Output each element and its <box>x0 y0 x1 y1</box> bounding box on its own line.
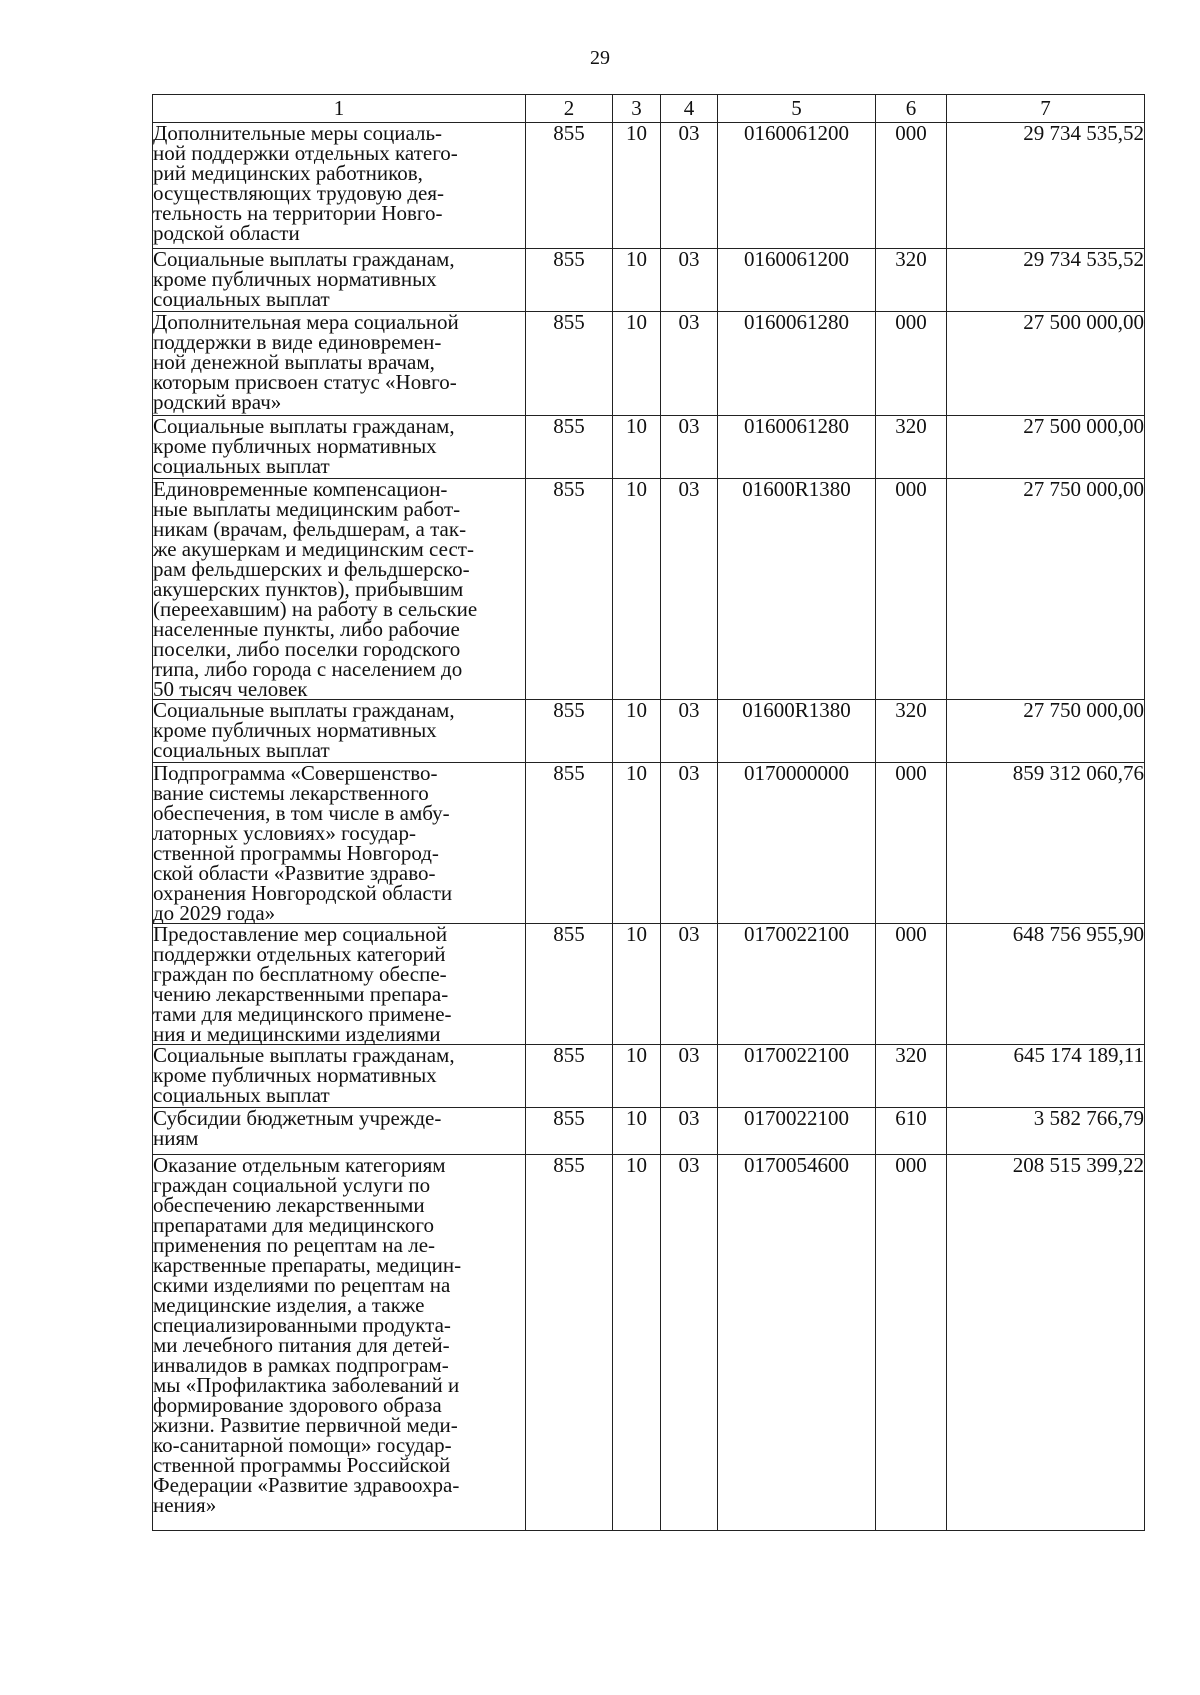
row-target-article-cell: 0170054600 <box>718 1155 876 1531</box>
row-subsection-cell: 03 <box>661 1108 718 1155</box>
row-amount-cell: 859 312 060,76 <box>947 763 1145 924</box>
row-name-cell: Дополнительная мера социальной поддержки в виде единовремен- ной денежной выплаты врачам, которым присвоен статус «Новго- родский врач» <box>153 312 526 416</box>
row-name-cell: Предоставление мер социальной поддержки отдельных категорий граждан по бесплатному обеспе- чению лекарственными препара- тами для медицинского примене- ния и медицинскими изделиями <box>153 924 526 1045</box>
table-row <box>153 1155 1145 1531</box>
row-subsection-cell: 03 <box>661 1045 718 1108</box>
row-amount-cell: 27 500 000,00 <box>947 416 1145 479</box>
table-row <box>153 924 1145 1045</box>
row-code-cell: 855 <box>526 924 613 1045</box>
row-amount-cell: 27 750 000,00 <box>947 700 1145 763</box>
row-expense-type-cell: 000 <box>876 312 947 416</box>
table-row <box>153 312 1145 416</box>
column-header: 3 <box>613 95 661 123</box>
row-target-article-cell: 01600R1380 <box>718 700 876 763</box>
row-subsection-cell: 03 <box>661 416 718 479</box>
row-amount-cell: 27 500 000,00 <box>947 312 1145 416</box>
budget-table <box>152 94 1145 1531</box>
table-row <box>153 416 1145 479</box>
row-name-cell: Социальные выплаты гражданам, кроме публичных нормативных социальных выплат <box>153 249 526 312</box>
row-expense-type-cell: 000 <box>876 924 947 1045</box>
page-number: 29 <box>590 47 610 69</box>
row-subsection-cell: 03 <box>661 763 718 924</box>
row-code-cell: 855 <box>526 312 613 416</box>
row-amount-cell: 645 174 189,11 <box>947 1045 1145 1108</box>
row-amount-cell: 29 734 535,52 <box>947 249 1145 312</box>
row-section-cell: 10 <box>613 763 661 924</box>
row-expense-type-cell: 000 <box>876 1155 947 1531</box>
row-section-cell: 10 <box>613 700 661 763</box>
row-section-cell: 10 <box>613 312 661 416</box>
row-name-cell: Единовременные компенсацион- ные выплаты медицинским работ- никам (врачам, фельдшерам, а так- же акушеркам и медицинским сест- рам фельдшерских и фельдшерско- акушерских пунктов), прибывшим (переехавшим) на работу в сельские населенные пункты, либо рабочие поселки, либо поселки городского типа, либо города с населением до 50 тысяч человек <box>153 479 526 700</box>
column-header: 5 <box>718 95 876 123</box>
row-expense-type-cell: 320 <box>876 1045 947 1108</box>
row-code-cell: 855 <box>526 479 613 700</box>
row-target-article-cell: 0160061280 <box>718 416 876 479</box>
row-subsection-cell: 03 <box>661 924 718 1045</box>
table-row <box>153 763 1145 924</box>
row-target-article-cell: 0170000000 <box>718 763 876 924</box>
row-code-cell: 855 <box>526 1155 613 1531</box>
table-row <box>153 1045 1145 1108</box>
table-row <box>153 700 1145 763</box>
row-expense-type-cell: 320 <box>876 416 947 479</box>
row-target-article-cell: 0160061200 <box>718 123 876 249</box>
row-expense-type-cell: 000 <box>876 479 947 700</box>
column-header: 2 <box>526 95 613 123</box>
row-section-cell: 10 <box>613 249 661 312</box>
row-subsection-cell: 03 <box>661 249 718 312</box>
row-target-article-cell: 0170022100 <box>718 924 876 1045</box>
table-body <box>153 123 1145 1531</box>
row-expense-type-cell: 610 <box>876 1108 947 1155</box>
row-subsection-cell: 03 <box>661 312 718 416</box>
row-code-cell: 855 <box>526 123 613 249</box>
row-subsection-cell: 03 <box>661 1155 718 1531</box>
table-row <box>153 479 1145 700</box>
table-row <box>153 123 1145 249</box>
row-expense-type-cell: 320 <box>876 700 947 763</box>
table-row <box>153 1108 1145 1155</box>
row-section-cell: 10 <box>613 924 661 1045</box>
row-section-cell: 10 <box>613 416 661 479</box>
row-code-cell: 855 <box>526 416 613 479</box>
row-target-article-cell: 01600R1380 <box>718 479 876 700</box>
row-subsection-cell: 03 <box>661 123 718 249</box>
row-name-cell: Подпрограмма «Совершенство- вание системы лекарственного обеспечения, в том числе в амбу- латорных условиях» государ- ственной программы Новгород- ской области «Развитие здраво- охранения Новгородской области до 2029 года» <box>153 763 526 924</box>
row-amount-cell: 648 756 955,90 <box>947 924 1145 1045</box>
row-target-article-cell: 0170022100 <box>718 1108 876 1155</box>
row-section-cell: 10 <box>613 1108 661 1155</box>
row-amount-cell: 29 734 535,52 <box>947 123 1145 249</box>
row-code-cell: 855 <box>526 1108 613 1155</box>
row-amount-cell: 27 750 000,00 <box>947 479 1145 700</box>
row-section-cell: 10 <box>613 1155 661 1531</box>
row-subsection-cell: 03 <box>661 700 718 763</box>
table-header-row <box>153 95 1145 123</box>
row-amount-cell: 208 515 399,22 <box>947 1155 1145 1531</box>
column-header: 6 <box>876 95 947 123</box>
row-code-cell: 855 <box>526 700 613 763</box>
row-name-cell: Дополнительные меры социаль- ной поддержки отдельных катего- рий медицинских работников, осуществляющих трудовую дея- тельность на территории Новго- родской области <box>153 123 526 249</box>
row-name-cell: Социальные выплаты гражданам, кроме публичных нормативных социальных выплат <box>153 416 526 479</box>
row-name-cell: Оказание отдельным категориям граждан социальной услуги по обеспечению лекарственными препаратами для медицинского применения по рецептам на ле- карственные препараты, медицин- скими изделиями по рецептам на медицинские изделия, а также специализированными продукта- ми лечебного питания для детей- инвалидов в рамках подпрограм- мы «Профилактика заболеваний и формирование здорового образа жизни. Развитие первичной меди- ко-санитарной помощи» государ- ственной программы Российской Федерации «Развитие здравоохра- нения» <box>153 1155 526 1531</box>
row-expense-type-cell: 320 <box>876 249 947 312</box>
row-expense-type-cell: 000 <box>876 763 947 924</box>
row-name-cell: Социальные выплаты гражданам, кроме публичных нормативных социальных выплат <box>153 1045 526 1108</box>
column-header: 1 <box>153 95 526 123</box>
row-section-cell: 10 <box>613 123 661 249</box>
row-name-cell: Социальные выплаты гражданам, кроме публичных нормативных социальных выплат <box>153 700 526 763</box>
row-amount-cell: 3 582 766,79 <box>947 1108 1145 1155</box>
table-row <box>153 249 1145 312</box>
row-section-cell: 10 <box>613 479 661 700</box>
row-code-cell: 855 <box>526 1045 613 1108</box>
row-name-cell: Субсидии бюджетным учрежде- ниям <box>153 1108 526 1155</box>
row-code-cell: 855 <box>526 763 613 924</box>
row-expense-type-cell: 000 <box>876 123 947 249</box>
row-target-article-cell: 0170022100 <box>718 1045 876 1108</box>
row-code-cell: 855 <box>526 249 613 312</box>
column-header: 7 <box>947 95 1145 123</box>
row-section-cell: 10 <box>613 1045 661 1108</box>
row-subsection-cell: 03 <box>661 479 718 700</box>
row-target-article-cell: 0160061200 <box>718 249 876 312</box>
row-target-article-cell: 0160061280 <box>718 312 876 416</box>
column-header: 4 <box>661 95 718 123</box>
